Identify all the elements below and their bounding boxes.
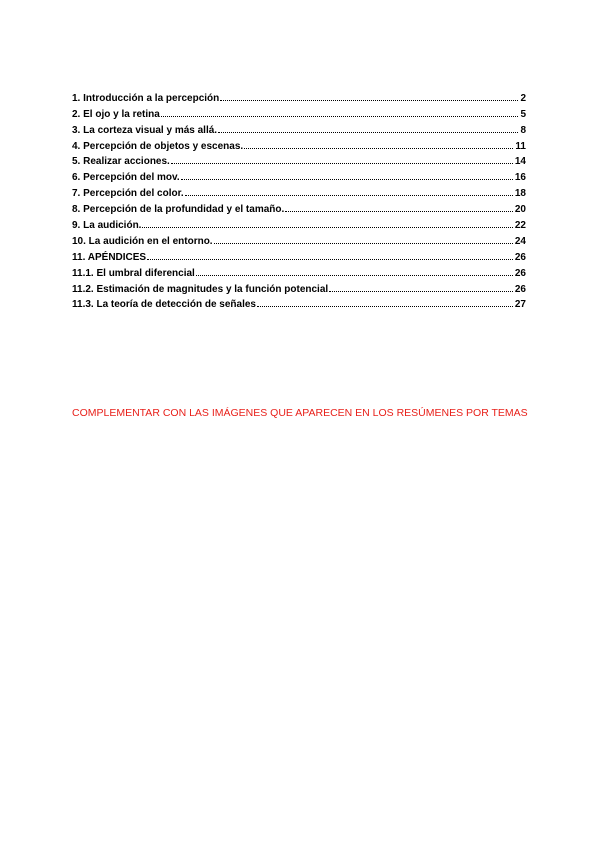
toc-entry[interactable] [72, 199, 526, 215]
red-note: COMPLEMENTAR CON LAS IMÁGENES QUE APARECEN EN LOS RESÚMENES POR TEMAS [72, 407, 528, 419]
toc-dot-leader [142, 226, 512, 228]
toc-entry[interactable] [72, 120, 526, 136]
toc-dot-leader [185, 194, 513, 196]
toc-entry[interactable] [72, 295, 526, 311]
toc-dot-leader [244, 147, 513, 149]
toc-entry[interactable] [72, 88, 526, 104]
toc-entry-title: 8. Percepción de la profundidad y el tamaño. [72, 204, 285, 216]
toc-entry-title: 9. La audición. [72, 220, 142, 232]
toc-entry-page: 18 [514, 188, 526, 200]
toc-entry-title: 5. Realizar acciones. [72, 156, 170, 168]
toc-entry-page: 14 [514, 156, 526, 168]
toc-entry[interactable] [72, 215, 526, 231]
toc-entry[interactable] [72, 104, 526, 120]
toc-entry-page: 26 [514, 283, 526, 295]
toc-entry-page: 26 [514, 251, 526, 263]
toc-entry-page: 27 [514, 299, 526, 311]
toc-entry-page: 24 [514, 235, 526, 247]
toc-entry-page: 5 [520, 108, 526, 120]
toc-entry-title: 1. Introducción a la percepción [72, 92, 220, 104]
toc-entry[interactable] [72, 279, 526, 295]
toc-entry[interactable] [72, 152, 526, 168]
toc-entry-title: 4. Percepción de objetos y escenas. [72, 140, 244, 152]
toc-entry-title: 3. La corteza visual y más allá. [72, 124, 218, 136]
toc-entry-title: 11. APÉNDICES [72, 251, 147, 263]
toc-entry[interactable] [72, 167, 526, 183]
toc-entry-page: 26 [514, 267, 526, 279]
toc-entry[interactable] [72, 136, 526, 152]
toc-entry[interactable] [72, 263, 526, 279]
toc-entry-page: 2 [520, 92, 526, 104]
toc-entry-page: 8 [520, 124, 526, 136]
toc-dot-leader [214, 242, 513, 244]
toc-entry[interactable] [72, 183, 526, 199]
toc-dot-leader [171, 162, 513, 164]
toc-entry-title: 11.1. El umbral diferencial [72, 267, 195, 279]
table-of-contents [72, 88, 526, 310]
toc-entry-title: 11.2. Estimación de magnitudes y la función potencial [72, 283, 329, 295]
toc-dot-leader [329, 290, 513, 292]
toc-entry-title: 11.3. La teoría de detección de señales [72, 299, 256, 311]
toc-entry-title: 2. El ojo y la retina [72, 108, 160, 120]
toc-dot-leader [285, 210, 513, 212]
toc-entry-title: 6. Percepción del mov. [72, 172, 180, 184]
toc-entry-page: 20 [514, 204, 526, 216]
toc-dot-leader [147, 258, 513, 260]
toc-entry-page: 16 [514, 172, 526, 184]
toc-dot-leader [220, 99, 518, 101]
toc-entry-page: 22 [514, 220, 526, 232]
toc-entry-title: 10. La audición en el entorno. [72, 235, 213, 247]
toc-entry-page: 11 [515, 140, 526, 152]
toc-dot-leader [257, 305, 513, 307]
toc-dot-leader [196, 274, 513, 276]
toc-entry[interactable] [72, 247, 526, 263]
toc-dot-leader [218, 131, 518, 133]
toc-dot-leader [161, 115, 519, 117]
toc-entry[interactable] [72, 231, 526, 247]
toc-entry-title: 7. Percepción del color. [72, 188, 184, 200]
toc-dot-leader [181, 178, 513, 180]
